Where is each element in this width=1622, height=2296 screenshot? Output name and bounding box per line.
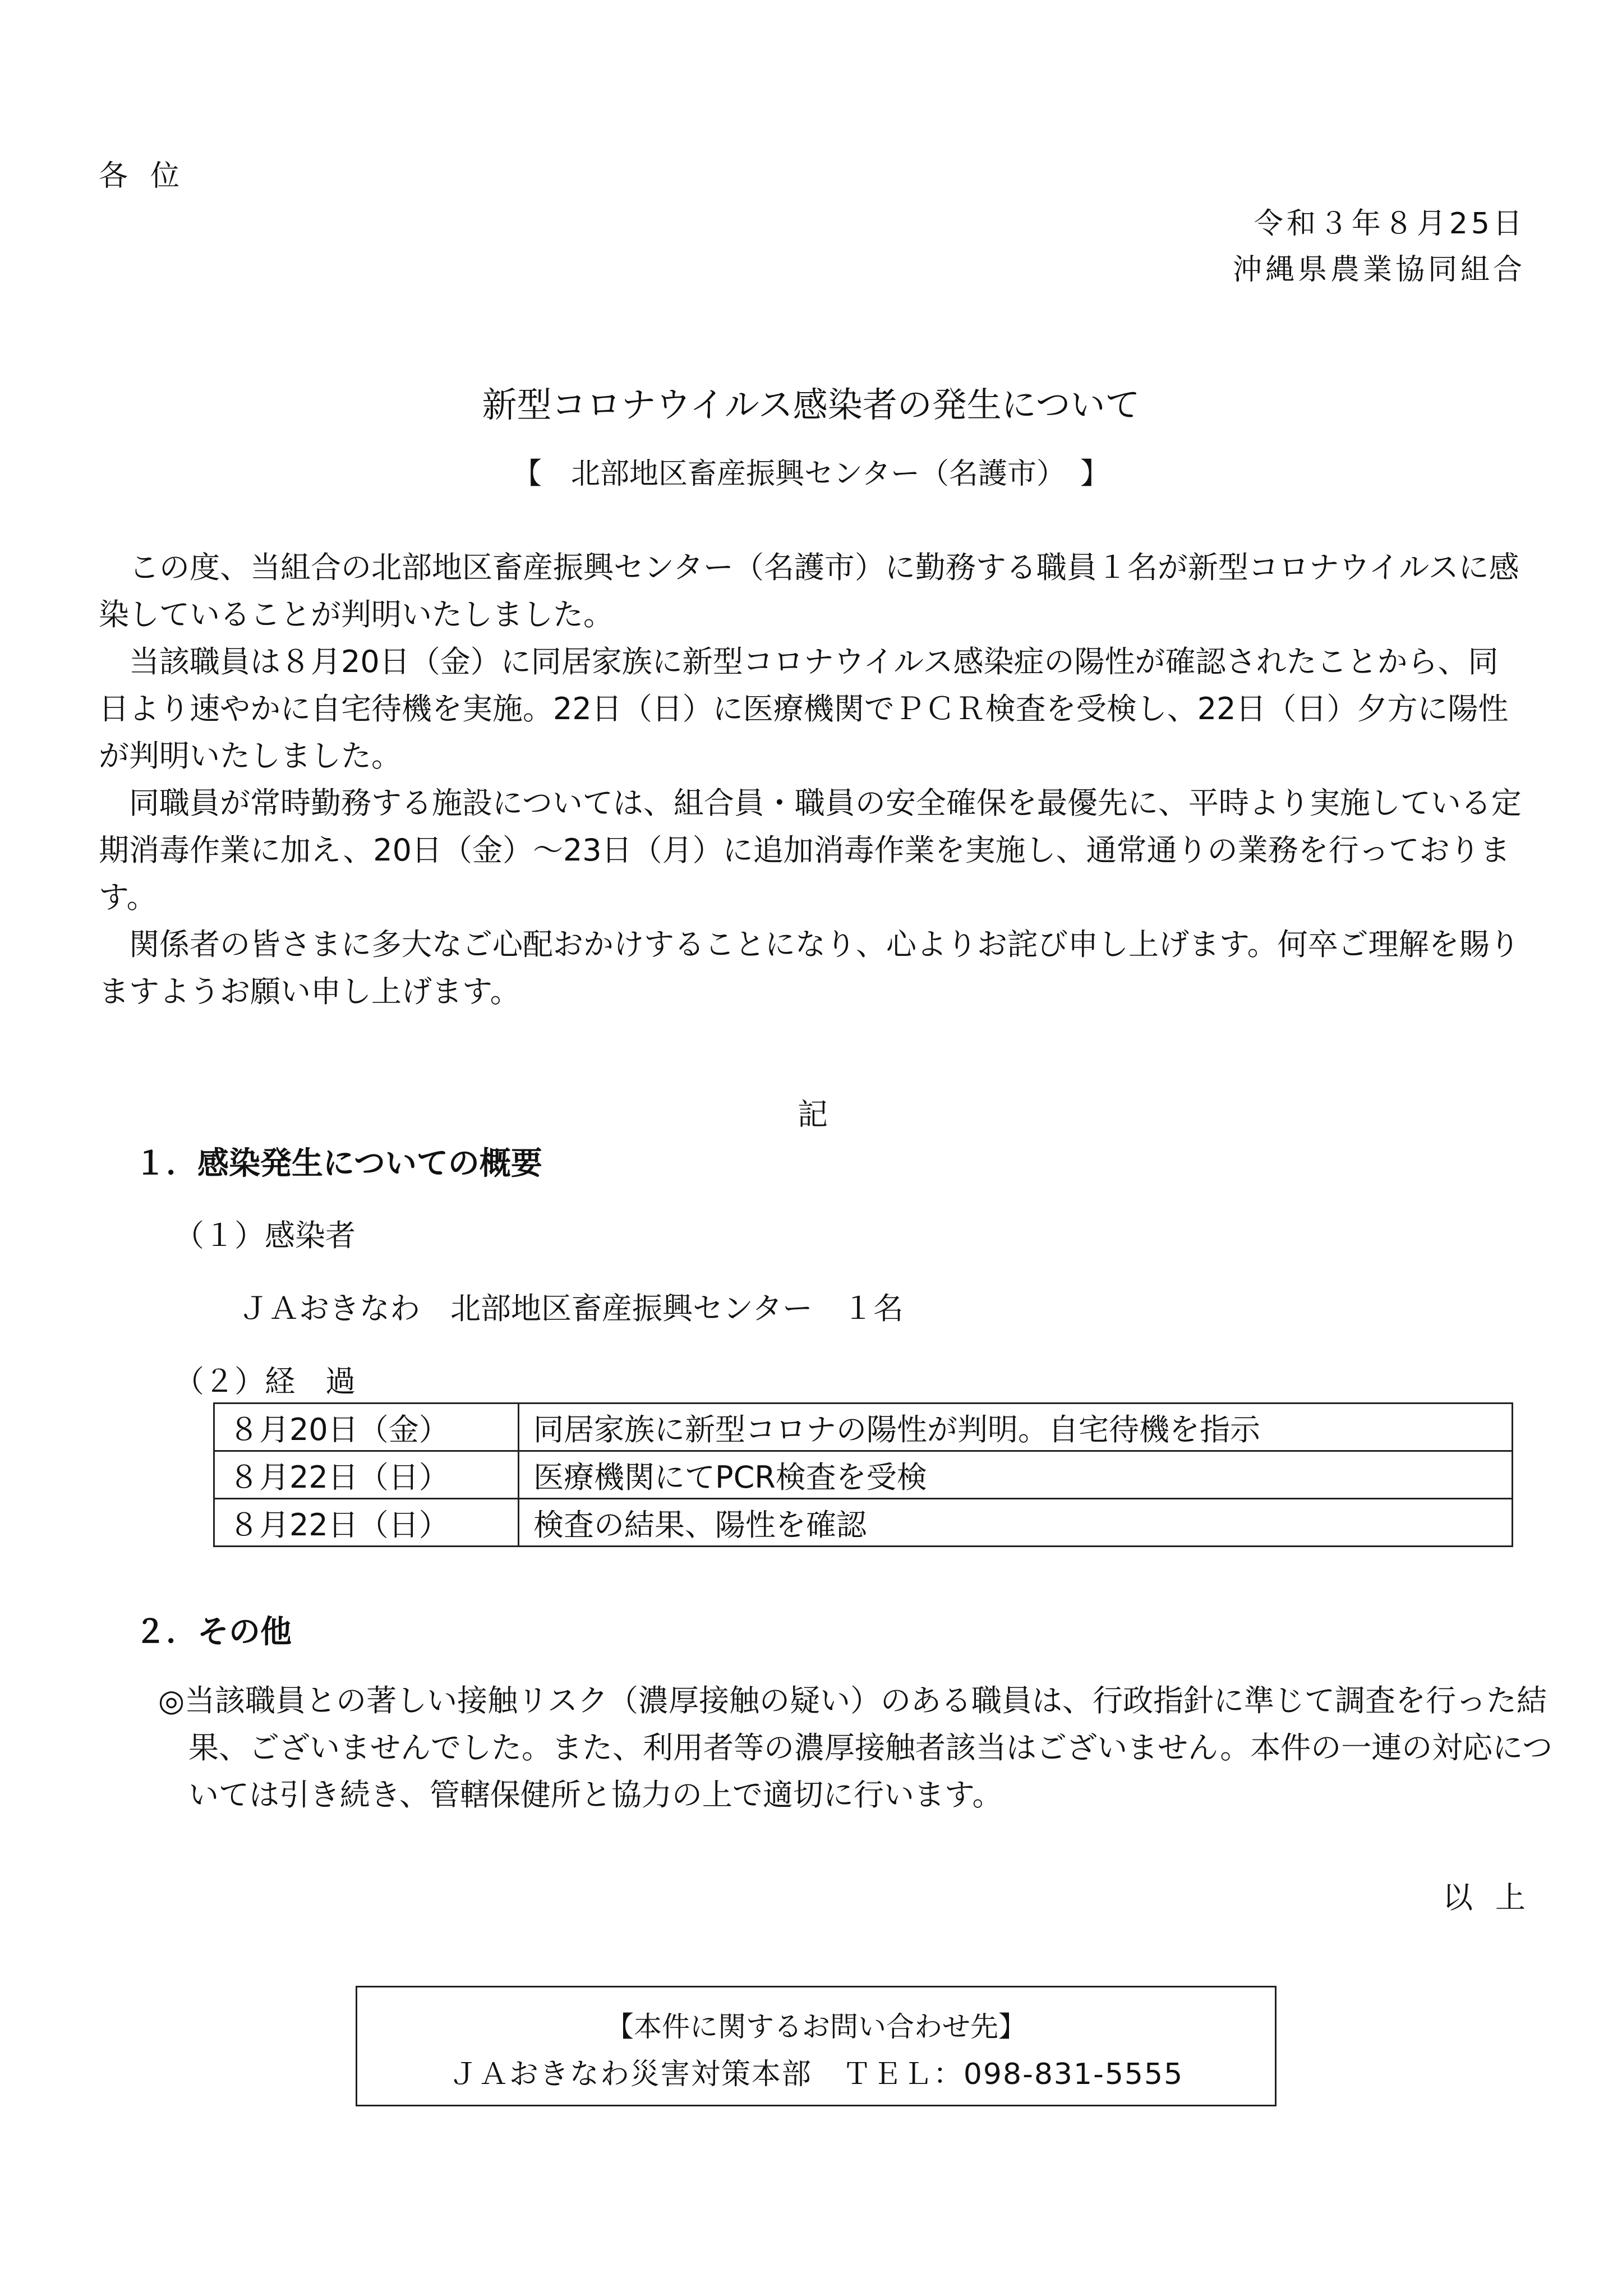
document-subtitle: 【 北部地区畜産振興センター（名護市） 】 — [513, 457, 1109, 491]
section-2-heading: ２．その他 — [135, 1614, 292, 1650]
section-1-heading: １．感染発生についての概要 — [135, 1145, 542, 1182]
contact-box — [356, 1986, 1277, 2106]
contact-heading: 【本件に関するお問い合わせ先】 — [606, 2010, 1026, 2043]
timeline-date: ８月22日（日） — [214, 1451, 519, 1499]
timeline-date: ８月20日（金） — [214, 1404, 519, 1451]
ki-marker: 記 — [798, 1097, 828, 1132]
addressee: 各位 — [99, 159, 202, 193]
table-row — [214, 1499, 1513, 1547]
document-title: 新型コロナウイルス感染者の発生について — [482, 384, 1140, 425]
closing-mark: 以上 — [1443, 1880, 1548, 1915]
table-row — [214, 1404, 1513, 1451]
timeline-subheading: （２）経 過 — [174, 1364, 356, 1399]
body-paragraph-4: 関係者の皆さまに多大なご心配おかけすることになり、心よりお詫び申し上げます。何卒ご理解を賜りますようお願い申し上げます。 — [99, 927, 1520, 1009]
timeline-event: 医療機関にてPCR検査を受検 — [519, 1451, 1513, 1499]
body-paragraph-1: この度、当組合の北部地区畜産振興センター（名護市）に勤務する職員１名が新型コロナウイルスに感染していることが判明いたしました。 — [99, 550, 1519, 632]
timeline-event: 同居家族に新型コロナの陽性が判明。自宅待機を指示 — [519, 1404, 1513, 1451]
timeline-date: ８月22日（日） — [214, 1499, 519, 1547]
table-row — [214, 1451, 1513, 1499]
issuing-organization: 沖縄県農業協同組合 — [1232, 253, 1526, 287]
timeline-table — [213, 1402, 1513, 1547]
section-2-text: ◎当該職員との著しい接触リスク（濃厚接触の疑い）のある職員は、行政指針に準じて調査を行った結果、ございませんでした。また、利用者等の濃厚接触者該当はございません。本件の一連の対応については引き続き、管轄保健所と協力の上で適切に行います。 — [158, 1683, 1553, 1812]
body-paragraph-2: 当該職員は８月20日（金）に同居家族に新型コロナウイルス感染症の陽性が確認されたことから、同日より速やかに自宅待機を実施。22日（日）に医療機関でＰＣＲ検査を受検し、22日（日）夕方に陽性が判明いたしました。 — [99, 644, 1509, 774]
document-date: 令和３年８月25日 — [1254, 207, 1526, 241]
infected-subheading: （１）感染者 — [174, 1218, 356, 1253]
infected-detail: ＪＡおきなわ 北部地区畜産振興センター １名 — [238, 1291, 904, 1326]
timeline-event: 検査の結果、陽性を確認 — [519, 1499, 1513, 1547]
body-paragraph-3: 同職員が常時勤務する施設については、組合員・職員の安全確保を最優先に、平時より実施している定期消毒作業に加え、20日（金）～23日（月）に追加消毒作業を実施し、通常通りの業務を行っております。 — [99, 785, 1522, 915]
contact-phone-line: ＪＡおきなわ災害対策本部 ＴＥＬ：098-831-5555 — [448, 2058, 1184, 2091]
